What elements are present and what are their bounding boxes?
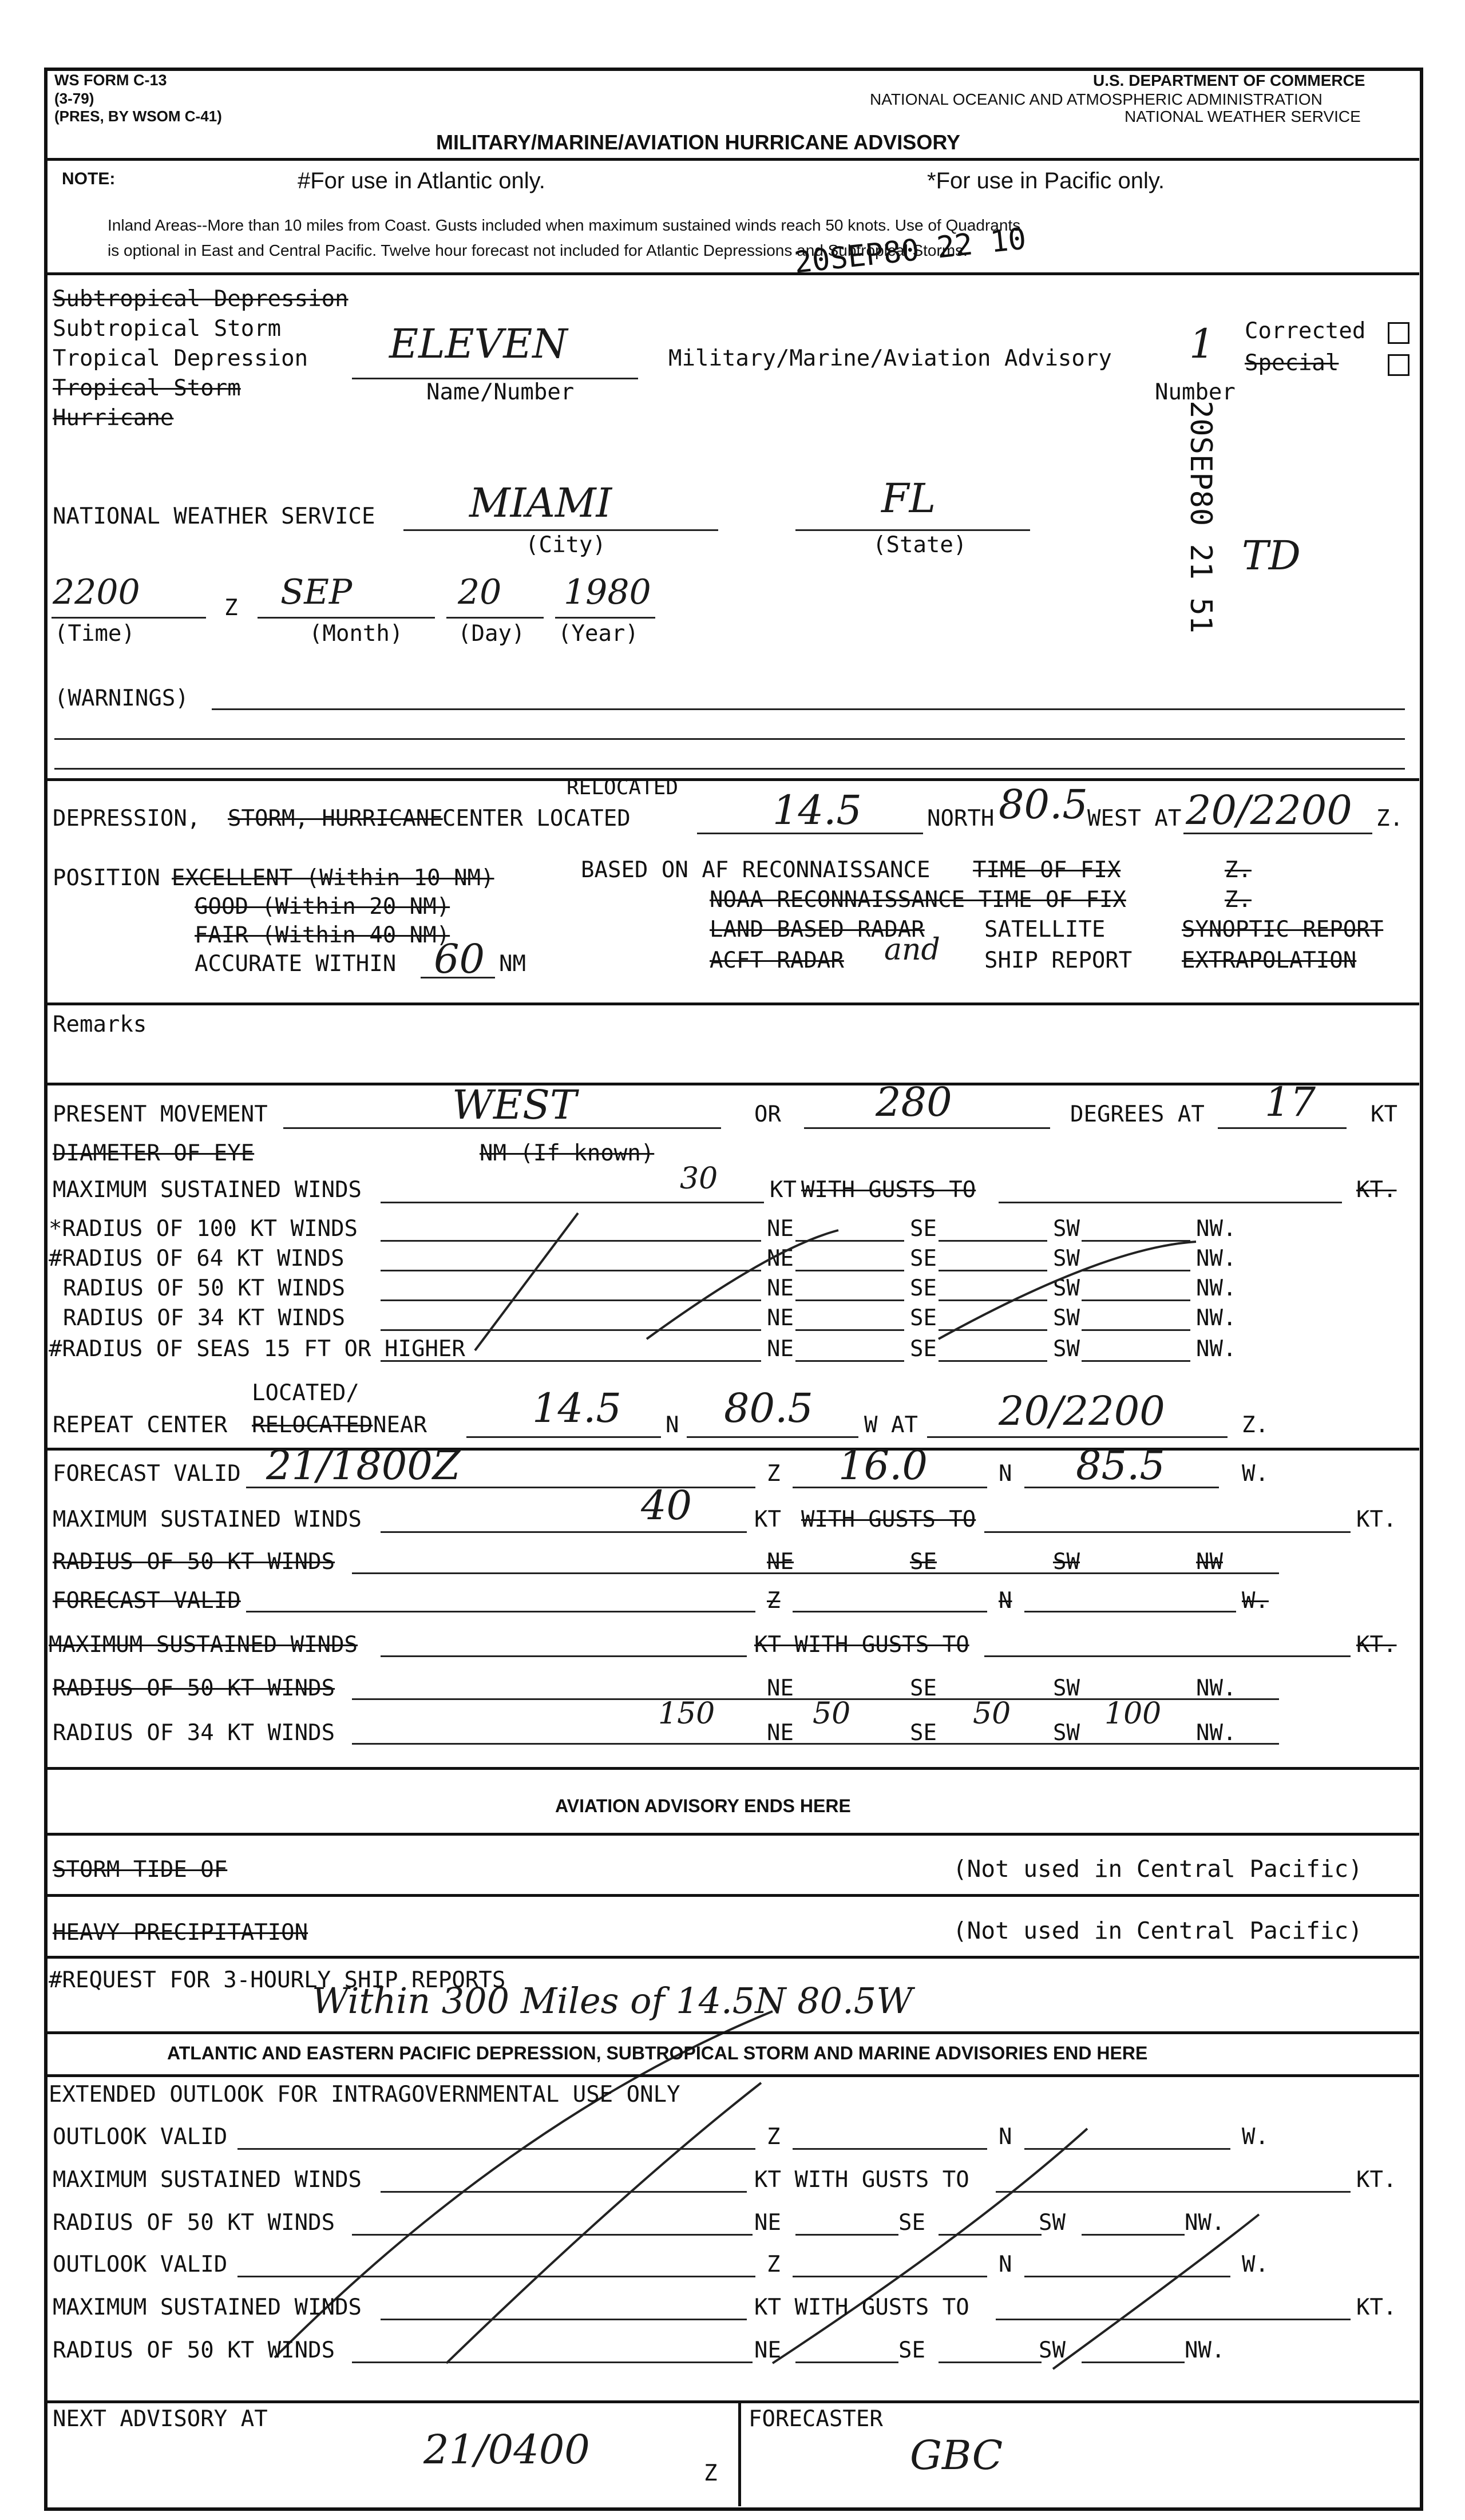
outlook-n: N bbox=[999, 2252, 1012, 2277]
received-stamp-top: 20SEP80 22 10 bbox=[793, 221, 1028, 280]
position-fair: FAIR (Within 40 NM) bbox=[195, 922, 450, 948]
center-lon-value: 80.5 bbox=[999, 781, 1088, 828]
kt-label: KT bbox=[1371, 1101, 1397, 1127]
field-line[interactable] bbox=[795, 2234, 898, 2236]
forecaster-label: FORECASTER bbox=[749, 2406, 883, 2432]
radius-34-label: RADIUS OF 34 KT WINDS bbox=[63, 1305, 346, 1331]
movement-label: PRESENT MOVEMENT bbox=[53, 1101, 268, 1127]
forecast1-z: Z bbox=[767, 1461, 781, 1487]
divider bbox=[44, 2074, 1419, 2077]
noaa-z: Z. bbox=[1225, 887, 1252, 913]
sw-label: SW bbox=[1053, 1675, 1080, 1701]
initials-value: TD bbox=[1242, 532, 1301, 579]
sw-label: SW bbox=[1053, 1246, 1080, 1271]
north-label: NORTH bbox=[927, 806, 995, 831]
r34-se-value: 50 bbox=[813, 1697, 851, 1731]
nw-label: NW. bbox=[1185, 2210, 1225, 2236]
field-line bbox=[984, 1655, 1351, 1657]
marine-end-label: ATLANTIC AND EASTERN PACIFIC DEPRESSION, SUBTROPICAL STORM AND MARINE ADVISORIES END HERE bbox=[167, 2043, 1148, 2063]
satellite-label: SATELLITE bbox=[984, 917, 1106, 942]
se-label: SE bbox=[910, 1720, 937, 1746]
gusts-label: WITH GUSTS TO bbox=[801, 1177, 976, 1203]
ne-label: NE bbox=[767, 1336, 794, 1362]
option-tropical-depression: Tropical Depression bbox=[53, 346, 308, 371]
outlook-n: N bbox=[999, 2124, 1012, 2150]
option-hurricane: Hurricane bbox=[53, 405, 174, 431]
sw-label: SW bbox=[1053, 1275, 1080, 1301]
forecast2-kt-gusts: KT WITH GUSTS TO bbox=[754, 1632, 969, 1658]
outlook-w: W. bbox=[1242, 2252, 1269, 2277]
movement-dir-value: WEST bbox=[452, 1081, 577, 1128]
degrees-at-label: DEGREES AT bbox=[1070, 1101, 1205, 1127]
center-storm-hurricane: STORM, HURRICANE bbox=[228, 806, 443, 831]
agency-name: NATIONAL OCEANIC AND ATMOSPHERIC ADMINISTRATION bbox=[870, 90, 1323, 108]
outlook-kt-end: KT. bbox=[1356, 2295, 1397, 2320]
form-date: (3-79) bbox=[54, 90, 94, 107]
field-line[interactable] bbox=[939, 2234, 1042, 2236]
outlook-z: Z bbox=[767, 2124, 781, 2150]
next-advisory-label: NEXT ADVISORY AT bbox=[53, 2406, 268, 2432]
form-id: WS FORM C-13 bbox=[54, 72, 167, 89]
ship-request-label: #REQUEST FOR 3-HOURLY SHIP REPORTS bbox=[49, 1967, 506, 1993]
time-value: 2200 bbox=[53, 572, 140, 612]
note-pacific: *For use in Pacific only. bbox=[927, 168, 1165, 193]
forecast2-n: N bbox=[999, 1588, 1012, 1614]
eye-nm-label: NM (If known) bbox=[480, 1140, 655, 1166]
kt-label: KT bbox=[770, 1177, 797, 1203]
nw-label: NW bbox=[1196, 1549, 1223, 1575]
field-line[interactable] bbox=[793, 2276, 987, 2277]
position-good: GOOD (Within 20 NM) bbox=[195, 894, 450, 920]
note-atlantic: #For use in Atlantic only. bbox=[298, 168, 545, 193]
outlook-w: W. bbox=[1242, 2124, 1269, 2150]
year-value: 1980 bbox=[564, 572, 651, 612]
center-z: Z. bbox=[1376, 806, 1403, 831]
name-caption: Name/Number bbox=[426, 379, 575, 405]
nw-label: NW. bbox=[1196, 1675, 1237, 1701]
eye-label: DIAMETER OF EYE bbox=[53, 1140, 255, 1166]
repeat-relocated: RELOCATED bbox=[252, 1412, 373, 1438]
day-value: 20 bbox=[458, 572, 502, 612]
ne-label: NE bbox=[767, 1305, 794, 1331]
forecast1-kt-end: KT. bbox=[1356, 1507, 1397, 1532]
time-of-fix-label: TIME OF FIX bbox=[973, 857, 1121, 883]
sw-label: SW bbox=[1053, 1216, 1080, 1242]
se-label: SE bbox=[910, 1275, 937, 1301]
precip-label: HEAVY PRECIPITATION bbox=[53, 1920, 308, 1946]
kt-label: KT bbox=[754, 1507, 781, 1532]
forecast2-max-label: MAXIMUM SUSTAINED WINDS bbox=[49, 1632, 358, 1658]
located-label: LOCATED/ bbox=[252, 1380, 359, 1406]
radius-64-label: #RADIUS OF 64 KT WINDS bbox=[49, 1246, 345, 1271]
office-label: NATIONAL WEATHER SERVICE bbox=[53, 504, 375, 529]
acft-radar-label: ACFT RADAR bbox=[710, 948, 844, 973]
se-label: SE bbox=[910, 1675, 937, 1701]
outlook-label: EXTENDED OUTLOOK FOR INTRAGOVERNMENTAL USE ONLY bbox=[49, 2082, 680, 2107]
r34-nw-value: 100 bbox=[1104, 1697, 1162, 1731]
forecast2-kt-end: KT. bbox=[1356, 1632, 1397, 1658]
forecast2-z: Z bbox=[767, 1588, 781, 1614]
se-label: SE bbox=[898, 2337, 925, 2363]
nw-label: NW. bbox=[1196, 1246, 1237, 1271]
form-pres: (PRES, BY WSOM C-41) bbox=[54, 108, 222, 125]
divider bbox=[738, 2400, 741, 2506]
field-line bbox=[687, 1436, 858, 1438]
ne-label: NE bbox=[767, 1275, 794, 1301]
sw-label: SW bbox=[1053, 1720, 1080, 1746]
se-label: SE bbox=[910, 1549, 937, 1575]
divider bbox=[44, 1767, 1419, 1770]
sw-label: SW bbox=[1039, 2210, 1066, 2236]
field-line[interactable] bbox=[996, 2191, 1351, 2193]
near-label: NEAR bbox=[373, 1412, 427, 1438]
ne-label: NE bbox=[767, 1246, 794, 1271]
city-value: MIAMI bbox=[469, 480, 612, 526]
based-on-label: BASED ON AF RECONNAISSANCE bbox=[581, 857, 931, 883]
repeat-at-value: 20/2200 bbox=[999, 1388, 1165, 1435]
advisory-number-value: 1 bbox=[1189, 320, 1215, 367]
outlook-kt-end: KT. bbox=[1356, 2167, 1397, 2193]
outlook-valid-label: OUTLOOK VALID bbox=[53, 2252, 228, 2277]
option-tropical-storm: Tropical Storm bbox=[53, 375, 241, 401]
forecast1-r50-label: RADIUS OF 50 KT WINDS bbox=[53, 1549, 335, 1575]
se-label: SE bbox=[910, 1246, 937, 1271]
west-at-label: WEST AT bbox=[1087, 806, 1182, 831]
se-label: SE bbox=[910, 1336, 937, 1362]
land-radar-label: LAND BASED RADAR bbox=[710, 917, 925, 942]
sw-label: SW bbox=[1053, 1336, 1080, 1362]
nw-label: NW. bbox=[1196, 1336, 1237, 1362]
nw-label: NW. bbox=[1196, 1720, 1237, 1746]
ne-label: NE bbox=[754, 2210, 781, 2236]
next-advisory-value: 21/0400 bbox=[423, 2426, 590, 2473]
option-subtropical-storm: Subtropical Storm bbox=[53, 316, 282, 342]
nm-label: NM bbox=[499, 951, 526, 977]
state-value: FL bbox=[881, 475, 936, 522]
advisory-label: Military/Marine/Aviation Advisory bbox=[668, 346, 1112, 371]
outlook-kt-gusts: KT WITH GUSTS TO bbox=[754, 2295, 969, 2320]
repeat-label: REPEAT CENTER bbox=[53, 1412, 228, 1438]
r34-ne-value: 150 bbox=[658, 1697, 715, 1731]
ship-report-label: SHIP REPORT bbox=[984, 948, 1133, 973]
state-caption: (State) bbox=[873, 532, 967, 558]
forecast2-label: FORECAST VALID bbox=[53, 1588, 241, 1614]
field-line bbox=[466, 1436, 661, 1438]
field-line[interactable] bbox=[1082, 2234, 1185, 2236]
outlook-max-label: MAXIMUM SUSTAINED WINDS bbox=[53, 2295, 362, 2320]
option-subtropical-depression: Subtropical Depression bbox=[53, 286, 349, 312]
repeat-lon-value: 80.5 bbox=[724, 1385, 813, 1432]
month-value: SEP bbox=[280, 572, 353, 612]
field-line[interactable] bbox=[381, 2191, 747, 2193]
forecaster-value: GBC bbox=[910, 2432, 1003, 2479]
number-caption: Number bbox=[1155, 379, 1236, 405]
forecast1-n: N bbox=[999, 1461, 1012, 1487]
outlook-z: Z bbox=[767, 2252, 781, 2277]
field-line[interactable] bbox=[352, 2361, 753, 2363]
field-line bbox=[1024, 1611, 1236, 1612]
form-title: MILITARY/MARINE/AVIATION HURRICANE ADVISORY bbox=[436, 130, 960, 154]
outlook-r50-label: RADIUS OF 50 KT WINDS bbox=[53, 2337, 335, 2363]
or-label: OR bbox=[754, 1101, 781, 1127]
seas-label: #RADIUS OF SEAS 15 FT OR HIGHER bbox=[49, 1336, 465, 1362]
noaa-label: NOAA RECONNAISSANCE TIME OF FIX bbox=[710, 887, 1126, 913]
warnings-label: (WARNINGS) bbox=[54, 686, 189, 711]
repeat-z: Z. bbox=[1242, 1412, 1269, 1438]
service-name: NATIONAL WEATHER SERVICE bbox=[1125, 108, 1361, 125]
forecast1-gusts: WITH GUSTS TO bbox=[801, 1507, 976, 1532]
field-line[interactable] bbox=[237, 2276, 755, 2277]
dept-name: U.S. DEPARTMENT OF COMMERCE bbox=[1093, 72, 1365, 89]
field-line[interactable] bbox=[1024, 2276, 1230, 2277]
ne-label: NE bbox=[754, 2337, 781, 2363]
divider bbox=[44, 2400, 1419, 2403]
forecast1-lon-value: 85.5 bbox=[1076, 1442, 1165, 1489]
outlook-max-label: MAXIMUM SUSTAINED WINDS bbox=[53, 2167, 362, 2193]
storm-name-value: ELEVEN bbox=[389, 320, 568, 367]
forecast1-label: FORECAST VALID bbox=[53, 1461, 241, 1487]
storm-tide-note: (Not used in Central Pacific) bbox=[953, 1855, 1363, 1883]
ne-label: NE bbox=[767, 1675, 794, 1701]
field-line[interactable] bbox=[996, 2319, 1351, 2320]
movement-speed-value: 17 bbox=[1265, 1079, 1316, 1126]
precip-note: (Not used in Central Pacific) bbox=[953, 1917, 1363, 1944]
radius-100-label: *RADIUS OF 100 KT WINDS bbox=[49, 1216, 358, 1242]
nw-label: NW. bbox=[1196, 1275, 1237, 1301]
received-stamp-side: 20SEP80 21 51 bbox=[1183, 401, 1218, 633]
ship-request-value: Within 300 Miles of 14.5N 80.5W bbox=[312, 1980, 913, 2022]
se-label: SE bbox=[910, 1305, 937, 1331]
max-winds-value: 30 bbox=[680, 1162, 718, 1196]
divider bbox=[44, 1956, 1419, 1959]
city-caption: (City) bbox=[525, 532, 606, 558]
extrapolation-label: EXTRAPOLATION bbox=[1182, 948, 1357, 973]
nw-label: NW. bbox=[1196, 1216, 1237, 1242]
radius-50-label: RADIUS OF 50 KT WINDS bbox=[63, 1275, 346, 1301]
ne-label: NE bbox=[767, 1216, 794, 1242]
field-line bbox=[246, 1611, 755, 1612]
storm-tide-label: STORM TIDE OF bbox=[53, 1857, 228, 1883]
n-label: N bbox=[666, 1412, 679, 1438]
field-line[interactable] bbox=[1082, 2361, 1185, 2363]
r34-sw-value: 50 bbox=[973, 1697, 1011, 1731]
time-caption: (Time) bbox=[54, 621, 135, 647]
field-line bbox=[927, 1436, 1228, 1438]
divider bbox=[44, 1894, 1419, 1897]
note-line2: is optional in East and Central Pacific. Twelve hour forecast not included for Atlantic Depressions and Subtropical Storms. bbox=[108, 241, 968, 259]
field-line[interactable] bbox=[939, 2361, 1042, 2363]
outlook-kt-gusts: KT WITH GUSTS TO bbox=[754, 2167, 969, 2193]
field-line[interactable] bbox=[793, 2148, 987, 2150]
ne-label: NE bbox=[767, 1549, 794, 1575]
nw-label: NW. bbox=[1196, 1305, 1237, 1331]
forecast1-w: W. bbox=[1242, 1461, 1269, 1487]
center-lat-value: 14.5 bbox=[773, 787, 862, 834]
next-advisory-z: Z bbox=[704, 2460, 718, 2486]
special-label: Special bbox=[1245, 350, 1339, 376]
sw-label: SW bbox=[1039, 2337, 1066, 2363]
field-line bbox=[793, 1611, 987, 1612]
position-excellent: EXCELLENT (Within 10 NM) bbox=[172, 865, 494, 891]
field-line[interactable] bbox=[352, 2234, 753, 2236]
note-line1: Inland Areas--More than 10 miles from Coast. Gusts included when maximum sustained winds reach 50 knots. Use of Quadrants bbox=[108, 216, 1021, 234]
divider bbox=[44, 1448, 1419, 1451]
center-suffix: CENTER LOCATED bbox=[442, 806, 631, 831]
nw-label: NW. bbox=[1185, 2337, 1225, 2363]
field-line bbox=[352, 1743, 1279, 1745]
center-at-value: 20/2200 bbox=[1186, 787, 1352, 834]
divider bbox=[44, 2031, 1419, 2034]
accurate-value: 60 bbox=[434, 936, 485, 982]
forecast2-w: W. bbox=[1242, 1588, 1269, 1614]
relocated-label: RELOCATED bbox=[567, 776, 679, 799]
field-line[interactable] bbox=[381, 2319, 747, 2320]
w-at-label: W AT bbox=[864, 1412, 918, 1438]
corrected-label: Corrected bbox=[1245, 318, 1366, 344]
repeat-lat-value: 14.5 bbox=[532, 1385, 621, 1432]
ne-label: NE bbox=[767, 1720, 794, 1746]
fix-z: Z. bbox=[1225, 857, 1252, 883]
forecast1-max-label: MAXIMUM SUSTAINED WINDS bbox=[53, 1507, 362, 1532]
forecast2-r34-label: RADIUS OF 34 KT WINDS bbox=[53, 1720, 335, 1746]
field-line bbox=[352, 1572, 1279, 1574]
forecast1-valid-value: 21/1800Z bbox=[266, 1442, 461, 1489]
sw-label: SW bbox=[1053, 1305, 1080, 1331]
outlook-r50-label: RADIUS OF 50 KT WINDS bbox=[53, 2210, 335, 2236]
accurate-label: ACCURATE WITHIN bbox=[195, 951, 397, 977]
outlook-valid-label: OUTLOOK VALID bbox=[53, 2124, 228, 2150]
kt-end-label: KT. bbox=[1356, 1177, 1397, 1203]
position-label: POSITION bbox=[53, 865, 160, 891]
forecast2-r50-label: RADIUS OF 50 KT WINDS bbox=[53, 1675, 335, 1701]
field-line[interactable] bbox=[1024, 2148, 1230, 2150]
note-label: NOTE: bbox=[62, 169, 116, 188]
field-line bbox=[381, 1655, 747, 1657]
aviation-end-label: AVIATION ADVISORY ENDS HERE bbox=[555, 1796, 851, 1816]
center-prefix: DEPRESSION, bbox=[53, 806, 201, 831]
field-line bbox=[984, 1531, 1351, 1533]
field-line[interactable] bbox=[237, 2148, 755, 2150]
se-label: SE bbox=[910, 1216, 937, 1242]
and-value: and bbox=[884, 933, 940, 967]
month-caption: (Month) bbox=[309, 621, 403, 647]
field-line[interactable] bbox=[795, 2361, 898, 2363]
se-label: SE bbox=[898, 2210, 925, 2236]
time-z: Z bbox=[224, 595, 238, 621]
remarks-label: Remarks bbox=[53, 1012, 147, 1037]
forecast1-max-value: 40 bbox=[641, 1482, 692, 1529]
sw-label: SW bbox=[1053, 1549, 1080, 1575]
divider bbox=[44, 1833, 1419, 1836]
max-winds-label: MAXIMUM SUSTAINED WINDS bbox=[53, 1177, 362, 1203]
synoptic-label: SYNOPTIC REPORT bbox=[1182, 917, 1384, 942]
forecast1-lat-value: 16.0 bbox=[838, 1442, 928, 1489]
field-line bbox=[381, 1531, 747, 1533]
movement-deg-value: 280 bbox=[876, 1079, 952, 1126]
day-caption: (Day) bbox=[458, 621, 525, 647]
year-caption: (Year) bbox=[558, 621, 639, 647]
